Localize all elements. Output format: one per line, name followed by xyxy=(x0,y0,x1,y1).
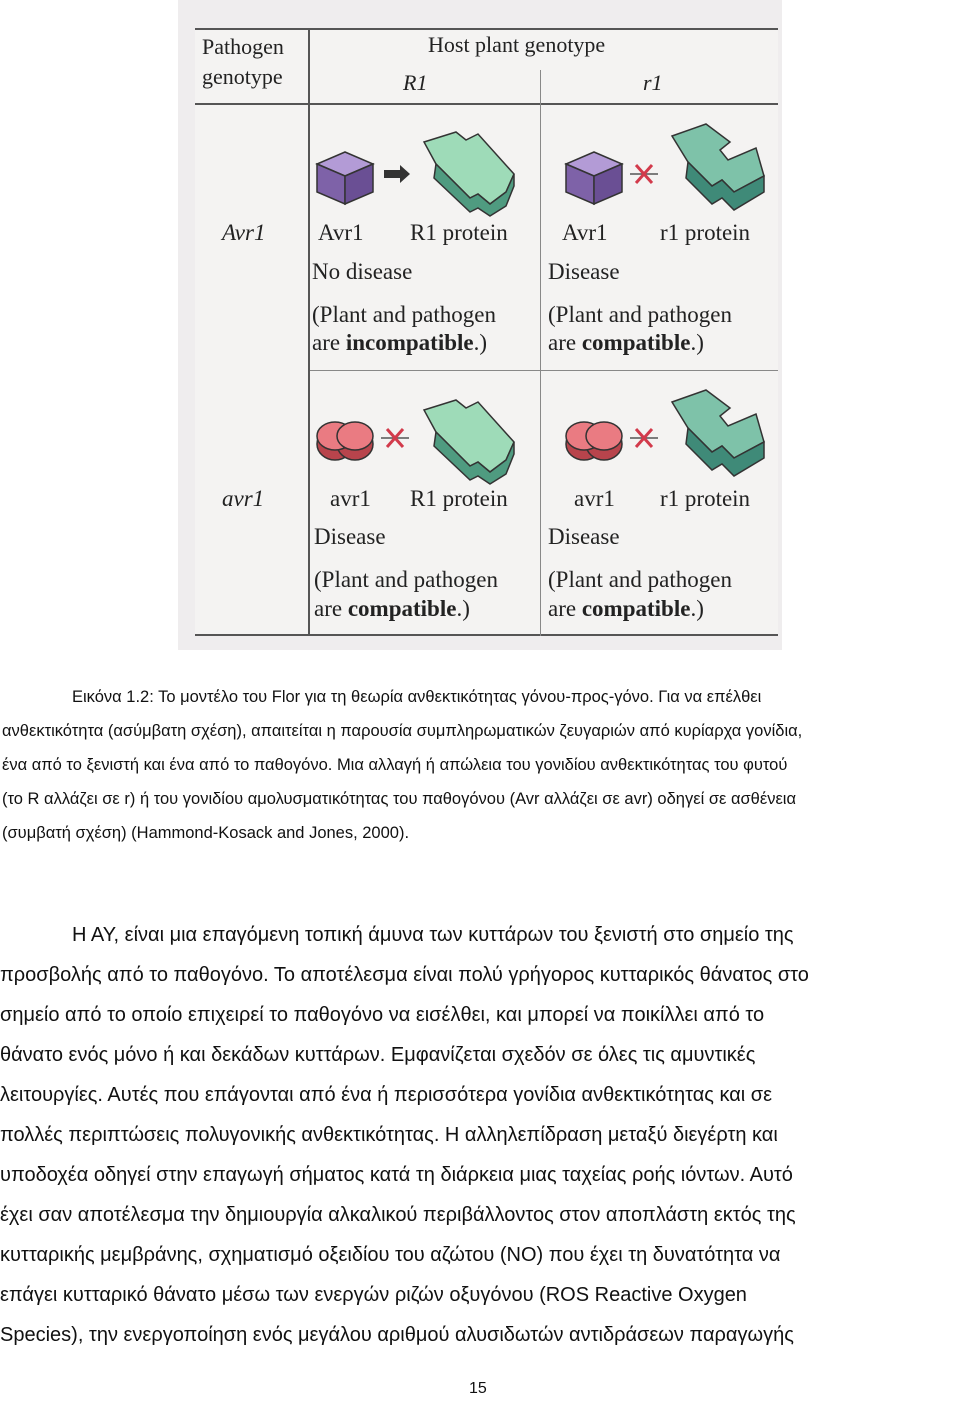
paragraph-line: σημείο από το οποίο επιχειρεί το παθογόνο να εισέλθει, και μπορεί να ποικίλλει από το xyxy=(0,1004,765,1026)
caption-line: Εικόνα 1.2: Το μοντέλο του Flor για τη θεωρία ανθεκτικότητας γόνου-προς-γόνο. Για να επέλθει xyxy=(72,688,762,706)
cell-outcome: Disease xyxy=(548,259,620,284)
paragraph-line: υποδοχέα οδηγεί στην επαγωγή σήματος κατά τη διάρκεια μιας ταχείας ροής ιόντων. Αυτό xyxy=(0,1164,793,1186)
binding-arrow-icon xyxy=(382,164,412,184)
pathogen-header-line2: genotype xyxy=(202,64,283,89)
note-suffix: .) xyxy=(690,596,704,621)
cell-note-line2 xyxy=(312,330,487,356)
cell-elicitor-label: avr1 xyxy=(574,486,615,511)
no-binding-cross-icon xyxy=(381,426,409,450)
cell-note-line1: (Plant and pathogen xyxy=(548,302,732,327)
note-suffix: .) xyxy=(473,330,488,355)
paragraph-line: Species), την ενεργοποίηση ενός μεγάλου αριθμού αλυσιδωτών αντιδράσεων παραγωγής xyxy=(0,1324,794,1346)
cell-elicitor-label: avr1 xyxy=(330,486,371,511)
row-divider xyxy=(308,370,778,371)
row-label-divider xyxy=(308,28,310,636)
cell-receptor-label: R1 protein xyxy=(410,486,508,511)
avr1-elicitor-red-disc-icon xyxy=(562,412,626,468)
paragraph-line: Η ΑΥ, είναι μια επαγόμενη τοπική άμυνα των κυττάρων του ξενιστή στο σημείο της xyxy=(72,924,794,946)
host-plant-genotype-header: Host plant genotype xyxy=(428,32,606,57)
cell-receptor-label: R1 protein xyxy=(410,220,508,245)
note-bold: compatible xyxy=(347,596,457,621)
caption-line: ένα από το ξενιστή και ένα από το παθογόνο. Μια αλλαγή ή απώλεια του γονιδίου ανθεκτικότητας του φυτού xyxy=(2,756,788,774)
note-prefix: are xyxy=(312,330,346,355)
R1-protein-green-receptor-icon xyxy=(414,396,524,486)
column-header-R1: R1 xyxy=(403,70,428,95)
header-rule xyxy=(195,103,778,105)
row-label-avr1: avr1 xyxy=(222,486,265,511)
cell-receptor-label: r1 protein xyxy=(660,220,751,245)
cell-note-line2 xyxy=(548,330,704,356)
paragraph-line: θάνατο ενός μόνο ή και δεκάδων κυττάρων. Εμφανίζεται σχεδόν σε όλες τις αμυντικές xyxy=(0,1044,756,1066)
flor-gene-for-gene-figure xyxy=(178,0,782,650)
cell-elicitor-label: Avr1 xyxy=(318,220,364,245)
r1-protein-teal-receptor-icon xyxy=(660,386,770,486)
pathogen-genotype-header xyxy=(202,32,284,92)
note-bold: compatible xyxy=(581,596,691,621)
caption-line: (συμβατή σχέση) (Hammond-Kosack and Jones, 2000). xyxy=(2,824,410,842)
cell-note-line2 xyxy=(314,596,470,622)
cell-outcome: Disease xyxy=(314,524,386,549)
note-bold: compatible xyxy=(581,330,691,355)
paragraph-line: έχει σαν αποτέλεσμα την δημιουργία αλκαλικού περιβάλλοντος στον αποπλάστη εκτός της xyxy=(0,1204,796,1226)
pathogen-header-line1: Pathogen xyxy=(202,34,284,59)
table-top-rule xyxy=(195,28,778,30)
no-binding-cross-icon xyxy=(630,162,658,186)
column-divider xyxy=(540,70,541,636)
row-label-Avr1: Avr1 xyxy=(222,220,266,245)
cell-outcome: Disease xyxy=(548,524,620,549)
note-suffix: .) xyxy=(690,330,704,355)
no-binding-cross-icon xyxy=(630,426,658,450)
note-prefix: are xyxy=(548,596,582,621)
note-prefix: are xyxy=(314,596,348,621)
table-bottom-rule xyxy=(195,634,778,636)
paragraph-line: πολλές περιπτώσεις πολυγονικής ανθεκτικότητας. Η αλληλεπίδραση μεταξύ διεγέρτη και xyxy=(0,1124,778,1146)
paragraph-line: λειτουργίες. Αυτές που επάγονται από ένα ή περισσότερα γονίδια ανθεκτικότητας και σε xyxy=(0,1084,773,1106)
paragraph-line: επάγει κυτταρικό θάνατο μέσω των ενεργών ριζών οξυγόνου (ROS Reactive Oxygen xyxy=(0,1284,747,1306)
cell-note-line1: (Plant and pathogen xyxy=(312,302,496,327)
paragraph-line: κυτταρικής μεμβράνης, σχηματισμό οξειδίου του αζώτου (ΝΟ) που έχει τη δυνατότητα να xyxy=(0,1244,781,1266)
avr1-elicitor-red-disc-icon xyxy=(313,412,377,468)
cell-outcome: No disease xyxy=(312,259,413,284)
note-suffix: .) xyxy=(456,596,470,621)
cell-note-line1: (Plant and pathogen xyxy=(548,567,732,592)
R1-protein-green-receptor-icon xyxy=(414,128,524,218)
cell-receptor-label: r1 protein xyxy=(660,486,751,511)
paragraph-line: προσβολής από το παθογόνο. Το αποτέλεσμα είναι πολύ γρήγορος κυτταρικός θάνατος στο xyxy=(0,964,809,986)
column-header-r1: r1 xyxy=(643,70,663,95)
page-number: 15 xyxy=(469,1380,487,1397)
note-prefix: are xyxy=(548,330,582,355)
caption-line: (το R αλλάζει σε r) ή του γονιδίου αμολυσματικότητας του παθογόνου (Avr αλλάζει σε avr) οδηγεί σε ασθένεια xyxy=(2,790,797,808)
caption-line: ανθεκτικότητα (ασύμβατη σχέση), απαιτείται η παρουσία συμπληρωματικών ζευγαριών από κυρίαρχα γονίδια, xyxy=(2,722,803,740)
cell-note-line1: (Plant and pathogen xyxy=(314,567,498,592)
cell-note-line2 xyxy=(548,596,704,622)
cell-elicitor-label: Avr1 xyxy=(562,220,608,245)
r1-protein-teal-receptor-icon xyxy=(660,120,770,220)
note-bold: incompatible xyxy=(345,330,474,355)
avr1-elicitor-purple-cube-icon xyxy=(562,148,626,208)
avr1-elicitor-purple-cube-icon xyxy=(313,148,377,208)
